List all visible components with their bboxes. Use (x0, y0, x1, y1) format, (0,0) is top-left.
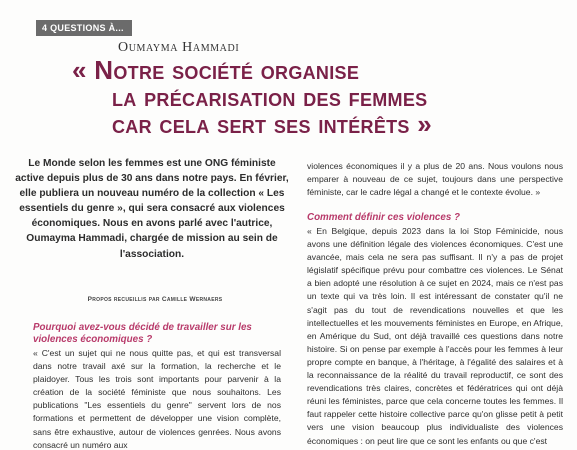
section-tag: 4 QUESTIONS À... (36, 20, 132, 36)
headline-line-1: « Notre société organise (72, 55, 360, 85)
answer-2-paragraph: « En Belgique, depuis 2023 dans la loi Stop Féminicide, nous avons une définition légale des violences économiques. C'est une avancée, mais cela ne sera pas suffisant. Il n'y a pas de projet législatif spécifique prévu pour combattre ces violences. Le Sénat a bien adopté une résolution à ce sujet en 2024, mais ce n'est pas un texte qui va très loin. Il est intéressant de constater qu'il ne s'agit pas du tout de revendications nouvelles et que les intellectuelles et les mouvements féministes en Europe, en Afrique, en Amérique du Sud, ont déjà travaillé ces questions dans notre histoire. Si on pense par exemple à l'accès pour les femmes à leur propre compte en banque, à l'héritage, à l'égalité des salaires et à la reconnaissance de la réalité du travail reproductif, ce sont des revendications très claires, concrètes et fédératrices qui ont déjà réuni les féministes, parce que cela concerne toutes les femmes. Il faut rappeler cette histoire collective parce qu'on glisse petit à petit vers une vision beaucoup plus individualiste des violences économiques : on peut lire que ce sont les enfants ou que c'est (307, 226, 563, 446)
question-1: Pourquoi avez-vous décidé de travailler sur les violences économiques ? (33, 322, 252, 345)
intro-paragraph: Le Monde selon les femmes est une ONG féministe active depuis plus de 30 ans dans notre pays. En février, elle publiera un nouveau numéro de la collection « Les essentiels du genre », qui sera consacré aux violences économiques. Nous en avons parlé avec l'autrice, Oumayma Hammadi, chargée de mission au sein de l'association. (15, 158, 289, 260)
question-2: Comment définir ces violences ? (307, 212, 460, 223)
headline-line-3: car cela sert ses intérêts » (112, 109, 433, 139)
headline-line-2: la précarisation des femmes (112, 82, 428, 112)
answer-1-continued: violences économiques il y a plus de 20 ans. Nous voulons nous emparer à nouveau de ce sujet, toujours dans une perspective féministe, car le cadre légal a changé et le contexte évolue. » (307, 161, 563, 198)
answer-1-paragraph: « C'est un sujet qui ne nous quitte pas, et qui est transversal dans notre travail axé sur la formation, la recherche et le plaidoyer. Tous les trois sont importants pour parvenir à la création de la société féministe que nous souhaitons. Les publications "Les essentiels du genre" servent lors de nos formations et permettent de développer une vision complète, sans être exhaustive, autour de violences genrées. Nous avons consacré un numéro aux (33, 348, 281, 450)
byline: Propos recueillis par Camille Wernaers (87, 296, 223, 303)
headline (72, 57, 542, 138)
author-name: Oumayma Hammadi (118, 40, 240, 55)
